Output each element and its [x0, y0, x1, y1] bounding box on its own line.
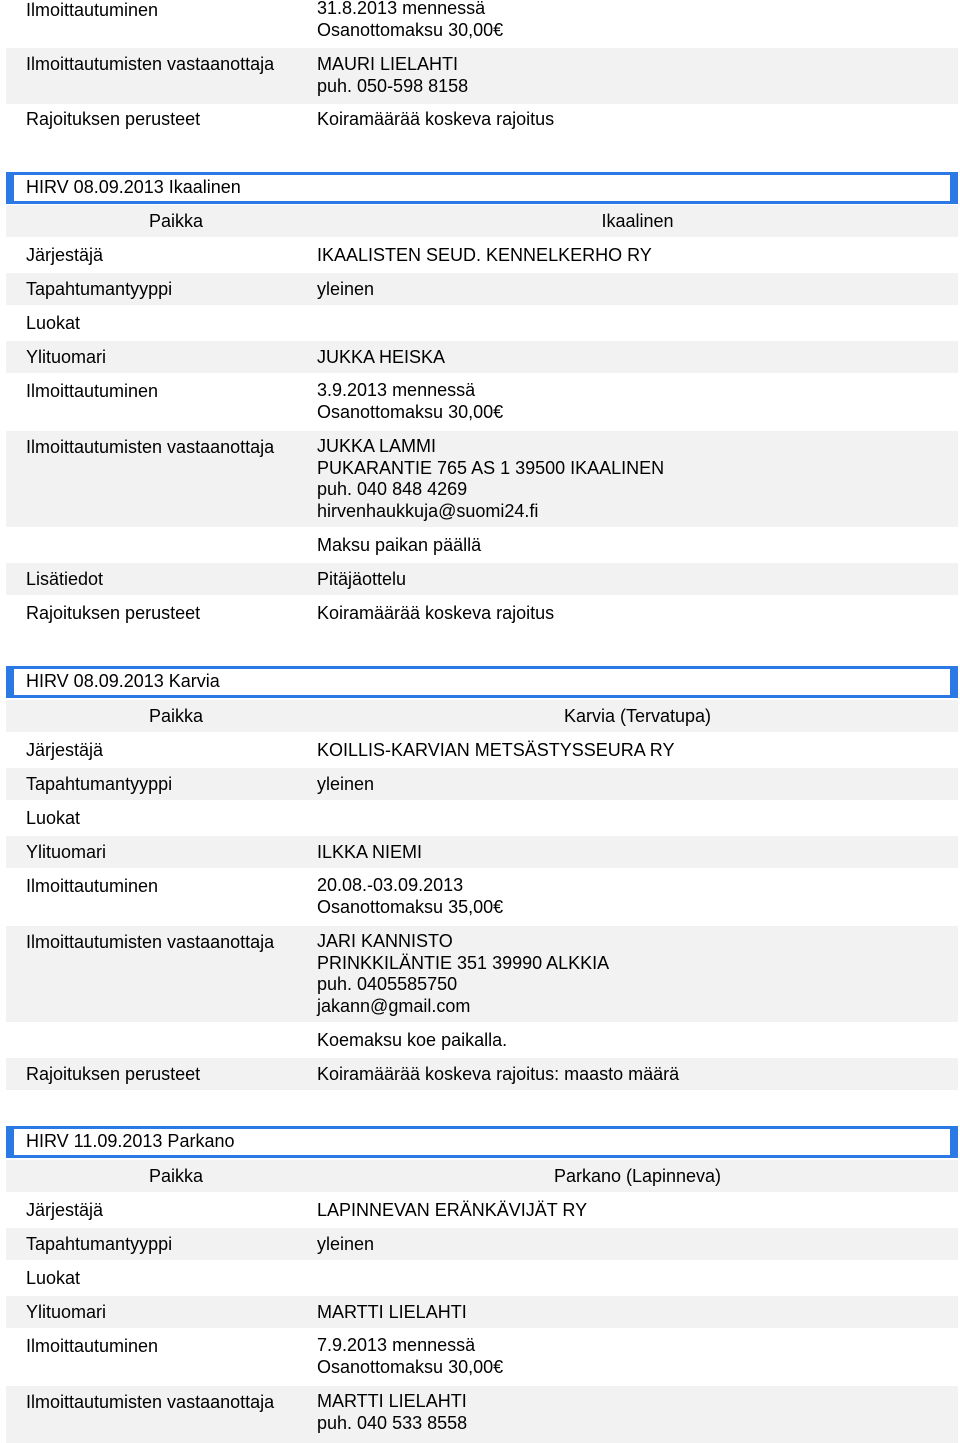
value-line: JARI KANNISTO — [317, 931, 453, 951]
s1-registration-row — [6, 375, 958, 429]
event-header — [6, 1126, 958, 1158]
s3-chief-judge-row — [6, 1296, 958, 1328]
field-label: Ilmoittautuminen — [26, 0, 159, 20]
field-label: Tapahtumantyyppi — [26, 774, 173, 794]
field-label: Lisätiedot — [26, 569, 104, 589]
event-title: HIRV 11.09.2013 Parkano — [26, 1131, 235, 1151]
field-label: Luokat — [26, 1268, 81, 1288]
registration-value — [317, 1335, 503, 1378]
field-label: Ylituomari — [26, 842, 107, 862]
s1-event-type-row — [6, 273, 958, 305]
organizer-value: IKAALISTEN SEUD. KENNELKERHO RY — [317, 245, 652, 265]
restrictions-value: Koiramäärää koskeva rajoitus — [317, 109, 555, 129]
s1-chief-judge-row — [6, 341, 958, 373]
value-line: 3.9.2013 mennessä — [317, 380, 476, 400]
field-label: Tapahtumantyyppi — [26, 1234, 173, 1254]
event-header-inner — [14, 1129, 950, 1155]
value-line: puh. 040 533 8558 — [317, 1412, 468, 1433]
field-label: Paikka — [148, 1166, 204, 1186]
s2-restrictions-row — [6, 1058, 958, 1090]
value-line: puh. 050-598 8158 — [317, 75, 469, 96]
s2-payment-note-row — [6, 1024, 958, 1056]
s2-registration-row — [6, 870, 958, 924]
event-type-value: yleinen — [317, 279, 375, 299]
s3-registration-row — [6, 1330, 958, 1384]
s1-payment-note-row — [6, 529, 958, 561]
value-line: 20.08.-03.09.2013 — [317, 875, 464, 895]
receiver-value — [317, 54, 468, 97]
value-line: JUKKA LAMMI — [317, 436, 437, 456]
field-label: Ilmoittautuminen — [26, 381, 159, 401]
s2-classes-row — [6, 802, 958, 834]
registration-value — [317, 380, 503, 423]
value-line: puh. 0405585750 — [317, 974, 458, 994]
s2-organizer-row — [6, 734, 958, 766]
value-line: 7.9.2013 mennessä — [317, 1335, 476, 1355]
s3-place-row — [6, 1160, 958, 1192]
s0-registration-row — [6, 0, 958, 44]
s3-event-type-row — [6, 1228, 958, 1260]
field-label: Tapahtumantyyppi — [26, 279, 173, 299]
field-label: Rajoituksen perusteet — [26, 603, 201, 623]
s1-receiver-row — [6, 431, 958, 527]
s3-organizer-row — [6, 1194, 958, 1226]
value-line: jakann@gmail.com — [317, 995, 471, 1016]
event-type-value: yleinen — [317, 774, 375, 794]
field-label: Ylituomari — [26, 347, 107, 367]
event-title: HIRV 08.09.2013 Karvia — [26, 671, 220, 691]
field-label: Rajoituksen perusteet — [26, 109, 201, 129]
value-line: MAURI LIELAHTI — [317, 54, 459, 74]
s1-organizer-row — [6, 239, 958, 271]
s1-restrictions-row — [6, 597, 958, 629]
value-line: Osanottomaksu 30,00€ — [317, 19, 504, 40]
value-line: hirvenhaukkuja@suomi24.fi — [317, 500, 539, 521]
s0-restrictions-row — [6, 106, 958, 134]
s0-receiver-row — [6, 48, 958, 104]
s3-classes-row — [6, 1262, 958, 1294]
value-line: PRINKKILÄNTIE 351 39990 ALKKIA — [317, 952, 610, 973]
event-type-value: yleinen — [317, 1234, 375, 1254]
chief-judge-value: JUKKA HEISKA — [317, 347, 446, 367]
value-line: Osanottomaksu 30,00€ — [317, 401, 504, 422]
s2-receiver-row — [6, 926, 958, 1022]
field-label: Järjestäjä — [26, 1200, 104, 1220]
field-label: Ilmoittautuminen — [26, 876, 159, 896]
field-label: Ilmoittautumisten vastaanottaja — [26, 54, 275, 74]
s2-event-type-row — [6, 768, 958, 800]
field-label: Järjestäjä — [26, 740, 104, 760]
value-line: 31.8.2013 mennessä — [317, 0, 486, 18]
registration-value — [317, 0, 503, 41]
s1-extra-info-row — [6, 563, 958, 595]
chief-judge-value: ILKKA NIEMI — [317, 842, 423, 862]
field-label: Luokat — [26, 808, 81, 828]
value-line: PUKARANTIE 765 AS 1 39500 IKAALINEN — [317, 457, 665, 478]
field-label: Ilmoittautumisten vastaanottaja — [26, 1392, 275, 1412]
s2-chief-judge-row — [6, 836, 958, 868]
field-label: Paikka — [148, 211, 204, 231]
event-header — [6, 172, 958, 204]
s1-place-row — [6, 205, 958, 237]
field-label: Järjestäjä — [26, 245, 104, 265]
field-label: Ilmoittautumisten vastaanottaja — [26, 437, 275, 457]
value-line: Osanottomaksu 35,00€ — [317, 896, 504, 917]
event-header-inner — [14, 669, 950, 695]
organizer-value: LAPINNEVAN ERÄNKÄVIJÄT RY — [317, 1200, 588, 1220]
organizer-value: KOILLIS-KARVIAN METSÄSTYSSEURA RY — [317, 740, 675, 760]
event-header — [6, 666, 958, 698]
value-line: MARTTI LIELAHTI — [317, 1391, 467, 1411]
s2-place-row — [6, 700, 958, 732]
field-label: Ylituomari — [26, 1302, 107, 1322]
s3-receiver-row — [6, 1386, 958, 1443]
place-value: Parkano (Lapinneva) — [553, 1166, 722, 1186]
receiver-value — [317, 1391, 467, 1434]
field-label: Ilmoittautumisten vastaanottaja — [26, 932, 275, 952]
chief-judge-value: MARTTI LIELAHTI — [317, 1302, 467, 1322]
value-line: puh. 040 848 4269 — [317, 479, 468, 499]
restrictions-value: Koiramäärää koskeva rajoitus: maasto määrä — [317, 1064, 680, 1084]
payment-note: Maksu paikan päällä — [317, 535, 482, 555]
place-value: Ikaalinen — [601, 211, 674, 231]
event-title: HIRV 08.09.2013 Ikaalinen — [26, 177, 241, 197]
registration-value — [317, 875, 503, 918]
receiver-value — [317, 436, 664, 522]
field-label: Luokat — [26, 313, 81, 333]
extra-info-value: Pitäjäottelu — [317, 569, 407, 589]
field-label: Ilmoittautuminen — [26, 1336, 159, 1356]
field-label: Paikka — [148, 706, 204, 726]
place-value: Karvia (Tervatupa) — [563, 706, 712, 726]
s1-classes-row — [6, 307, 958, 339]
restrictions-value: Koiramäärää koskeva rajoitus — [317, 603, 555, 623]
event-header-inner — [14, 175, 950, 201]
field-label: Rajoituksen perusteet — [26, 1064, 201, 1084]
payment-note: Koemaksu koe paikalla. — [317, 1030, 508, 1050]
value-line: Osanottomaksu 30,00€ — [317, 1356, 504, 1377]
receiver-value — [317, 931, 609, 1017]
